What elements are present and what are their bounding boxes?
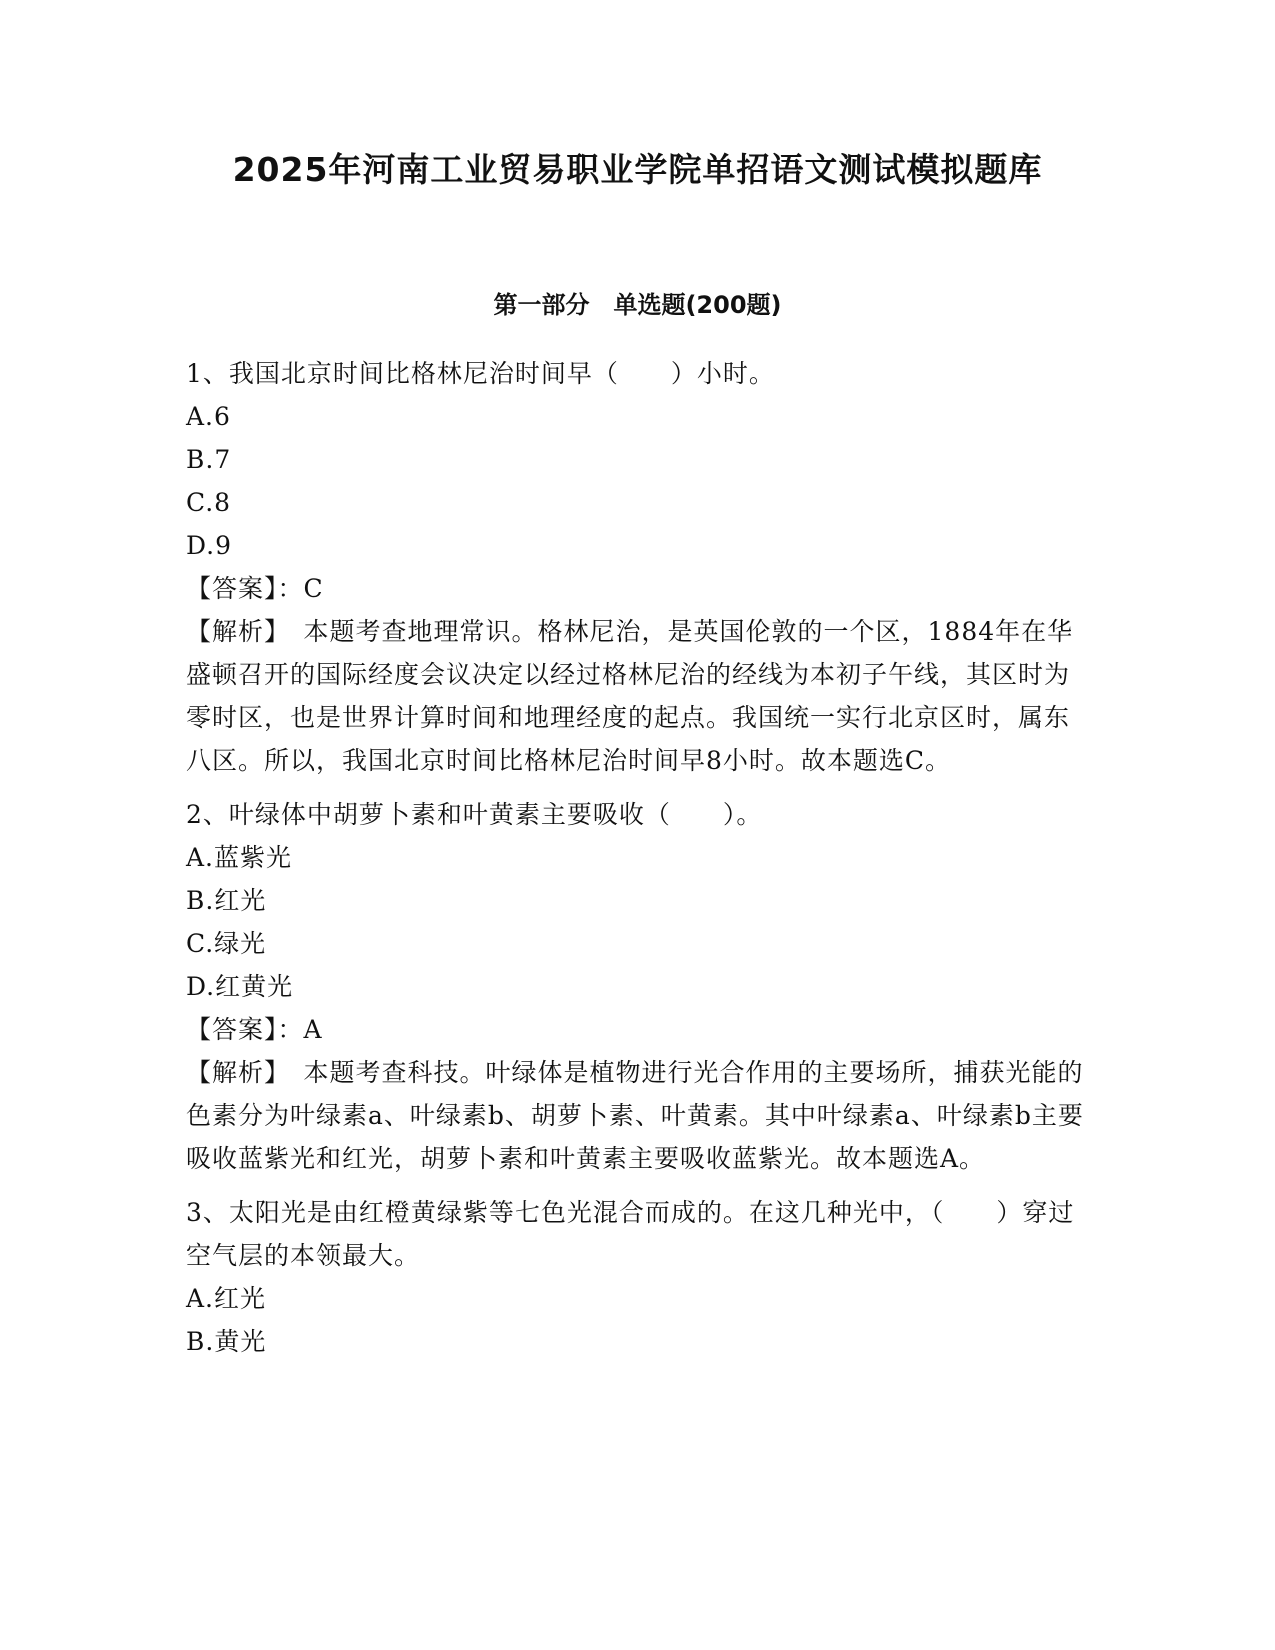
analysis-paragraph: 【解析】 本题考查地理常识。格林尼治，是英国伦敦的一个区，1884年在华盛顿召开的国际经度会议决定以经过格林尼治的经线为本初子午线，其区时为零时区，也是世界计算时间和地理经度的起点。我国统一实行北京区时，属东八区。所以，我国北京时间比格林尼治时间早8小时。故本题选C。 [186,617,1074,775]
question-stem: 1、我国北京时间比格林尼治时间早（ ）小时。 [186,359,775,388]
option-a: A.6 [186,402,231,431]
option-a: A.红光 [186,1284,267,1313]
section-title: 第一部分 单选题(200题) [493,291,782,319]
option-b: B.7 [186,445,232,474]
option-d: D.红黄光 [186,972,294,1001]
question-stem: 3、太阳光是由红橙黄绿紫等七色光混合而成的。在这几种光中，（ ）穿过空气层的本领最大。 [186,1198,1075,1270]
question-item [186,793,1086,1180]
question-item [186,1191,1086,1363]
option-b: B.红光 [186,886,267,915]
option-c: C.绿光 [186,929,267,958]
answer-line: 【答案】：C [186,574,324,603]
option-c: C.8 [186,488,232,517]
option-b: B.黄光 [186,1327,267,1356]
answer-line: 【答案】：A [186,1015,323,1044]
option-a: A.蓝紫光 [186,843,293,872]
question-list [186,352,1086,1374]
document-title: 2025年河南工业贸易职业学院单招语文测试模拟题库 [232,150,1043,189]
question-stem: 2、叶绿体中胡萝卜素和叶黄素主要吸收（ ）。 [186,800,763,829]
analysis-paragraph: 【解析】 本题考查科技。叶绿体是植物进行光合作用的主要场所，捕获光能的色素分为叶绿素a、叶绿素b、胡萝卜素、叶黄素。其中叶绿素a、叶绿素b主要吸收蓝紫光和红光，胡萝卜素和叶黄素主要吸收蓝紫光。故本题选A。 [186,1058,1084,1173]
option-d: D.9 [186,531,233,560]
question-item [186,352,1086,782]
